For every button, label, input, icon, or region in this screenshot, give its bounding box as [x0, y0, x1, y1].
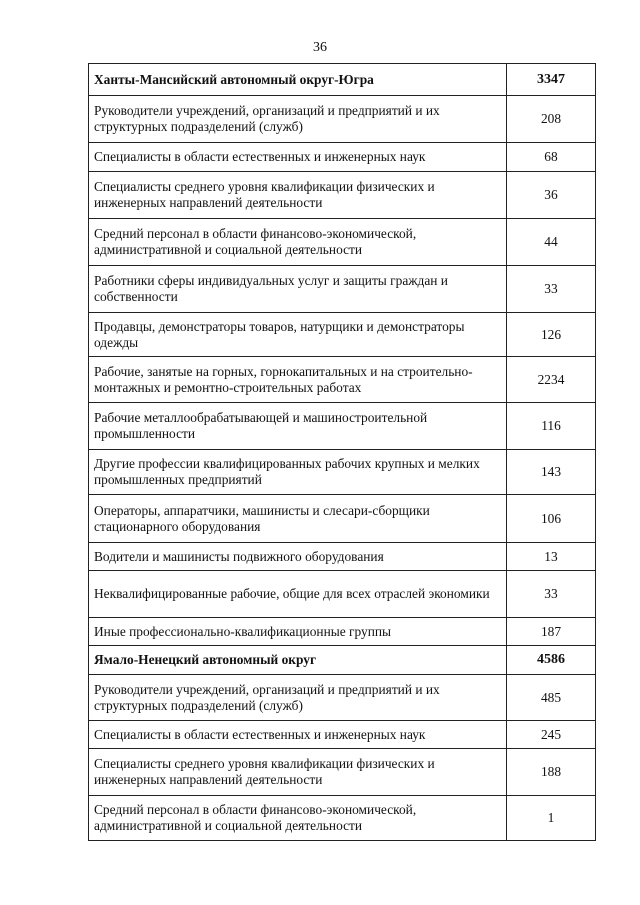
occupation-name: Средний персонал в области финансово-экономической, административной и социальной деятельности: [89, 796, 507, 841]
occupation-count: 143: [507, 450, 596, 495]
table-row-region: [89, 64, 596, 96]
table-row: [89, 450, 596, 495]
occupation-name: Специалисты в области естественных и инженерных наук: [89, 143, 507, 172]
occupation-count: 485: [507, 675, 596, 721]
table-row: [89, 495, 596, 543]
occupation-count: 68: [507, 143, 596, 172]
table-row: [89, 219, 596, 266]
table-row: [89, 357, 596, 403]
occupation-count: 13: [507, 543, 596, 571]
region-name: Ямало-Ненецкий автономный округ: [89, 646, 507, 675]
occupation-name: Рабочие, занятые на горных, горнокапитальных и на строительно-монтажных и ремонтно-строительных работах: [89, 357, 507, 403]
table-row: [89, 96, 596, 143]
table-row: [89, 675, 596, 721]
occupation-name: Работники сферы индивидуальных услуг и защиты граждан и собственности: [89, 266, 507, 313]
occupation-count: 33: [507, 571, 596, 618]
occupation-count: 2234: [507, 357, 596, 403]
occupation-name: Продавцы, демонстраторы товаров, натурщики и демонстраторы одежды: [89, 313, 507, 357]
page-number: 36: [313, 40, 327, 55]
table-row: [89, 618, 596, 646]
occupation-name: Рабочие металлообрабатывающей и машиностроительной промышленности: [89, 403, 507, 450]
table-row: [89, 266, 596, 313]
occupation-name: Неквалифицированные рабочие, общие для всех отраслей экономики: [89, 571, 507, 618]
occupation-count: 44: [507, 219, 596, 266]
occupation-count: 106: [507, 495, 596, 543]
table-row: [89, 543, 596, 571]
occupation-name: Иные профессионально-квалификационные группы: [89, 618, 507, 646]
occupation-count: 188: [507, 749, 596, 796]
table-row: [89, 313, 596, 357]
occupation-name: Другие профессии квалифицированных рабочих крупных и мелких промышленных предприятий: [89, 450, 507, 495]
table-row: [89, 749, 596, 796]
occupation-count: 208: [507, 96, 596, 143]
occupation-table: [88, 63, 596, 841]
occupation-count: 36: [507, 172, 596, 219]
table-row: [89, 796, 596, 841]
occupation-name: Специалисты в области естественных и инженерных наук: [89, 721, 507, 749]
occupation-name: Специалисты среднего уровня квалификации физических и инженерных направлений деятельности: [89, 749, 507, 796]
table-row: [89, 403, 596, 450]
table-row: [89, 571, 596, 618]
occupation-name: Водители и машинисты подвижного оборудования: [89, 543, 507, 571]
table-row: [89, 721, 596, 749]
occupation-name: Руководители учреждений, организаций и предприятий и их структурных подразделений (служб): [89, 675, 507, 721]
occupation-count: 245: [507, 721, 596, 749]
occupation-count: 126: [507, 313, 596, 357]
occupation-count: 33: [507, 266, 596, 313]
occupation-count: 116: [507, 403, 596, 450]
region-total: 4586: [507, 646, 596, 675]
occupation-name: Руководители учреждений, организаций и предприятий и их структурных подразделений (служб): [89, 96, 507, 143]
occupation-name: Специалисты среднего уровня квалификации физических и инженерных направлений деятельности: [89, 172, 507, 219]
region-name: Ханты-Мансийский автономный округ-Югра: [89, 64, 507, 96]
occupation-count: 1: [507, 796, 596, 841]
table-row: [89, 143, 596, 172]
occupation-name: Средний персонал в области финансово-экономической, административной и социальной деятельности: [89, 219, 507, 266]
occupation-count: 187: [507, 618, 596, 646]
table-row-region: [89, 646, 596, 675]
region-total: 3347: [507, 64, 596, 96]
table-row: [89, 172, 596, 219]
occupation-name: Операторы, аппаратчики, машинисты и слесари-сборщики стационарного оборудования: [89, 495, 507, 543]
